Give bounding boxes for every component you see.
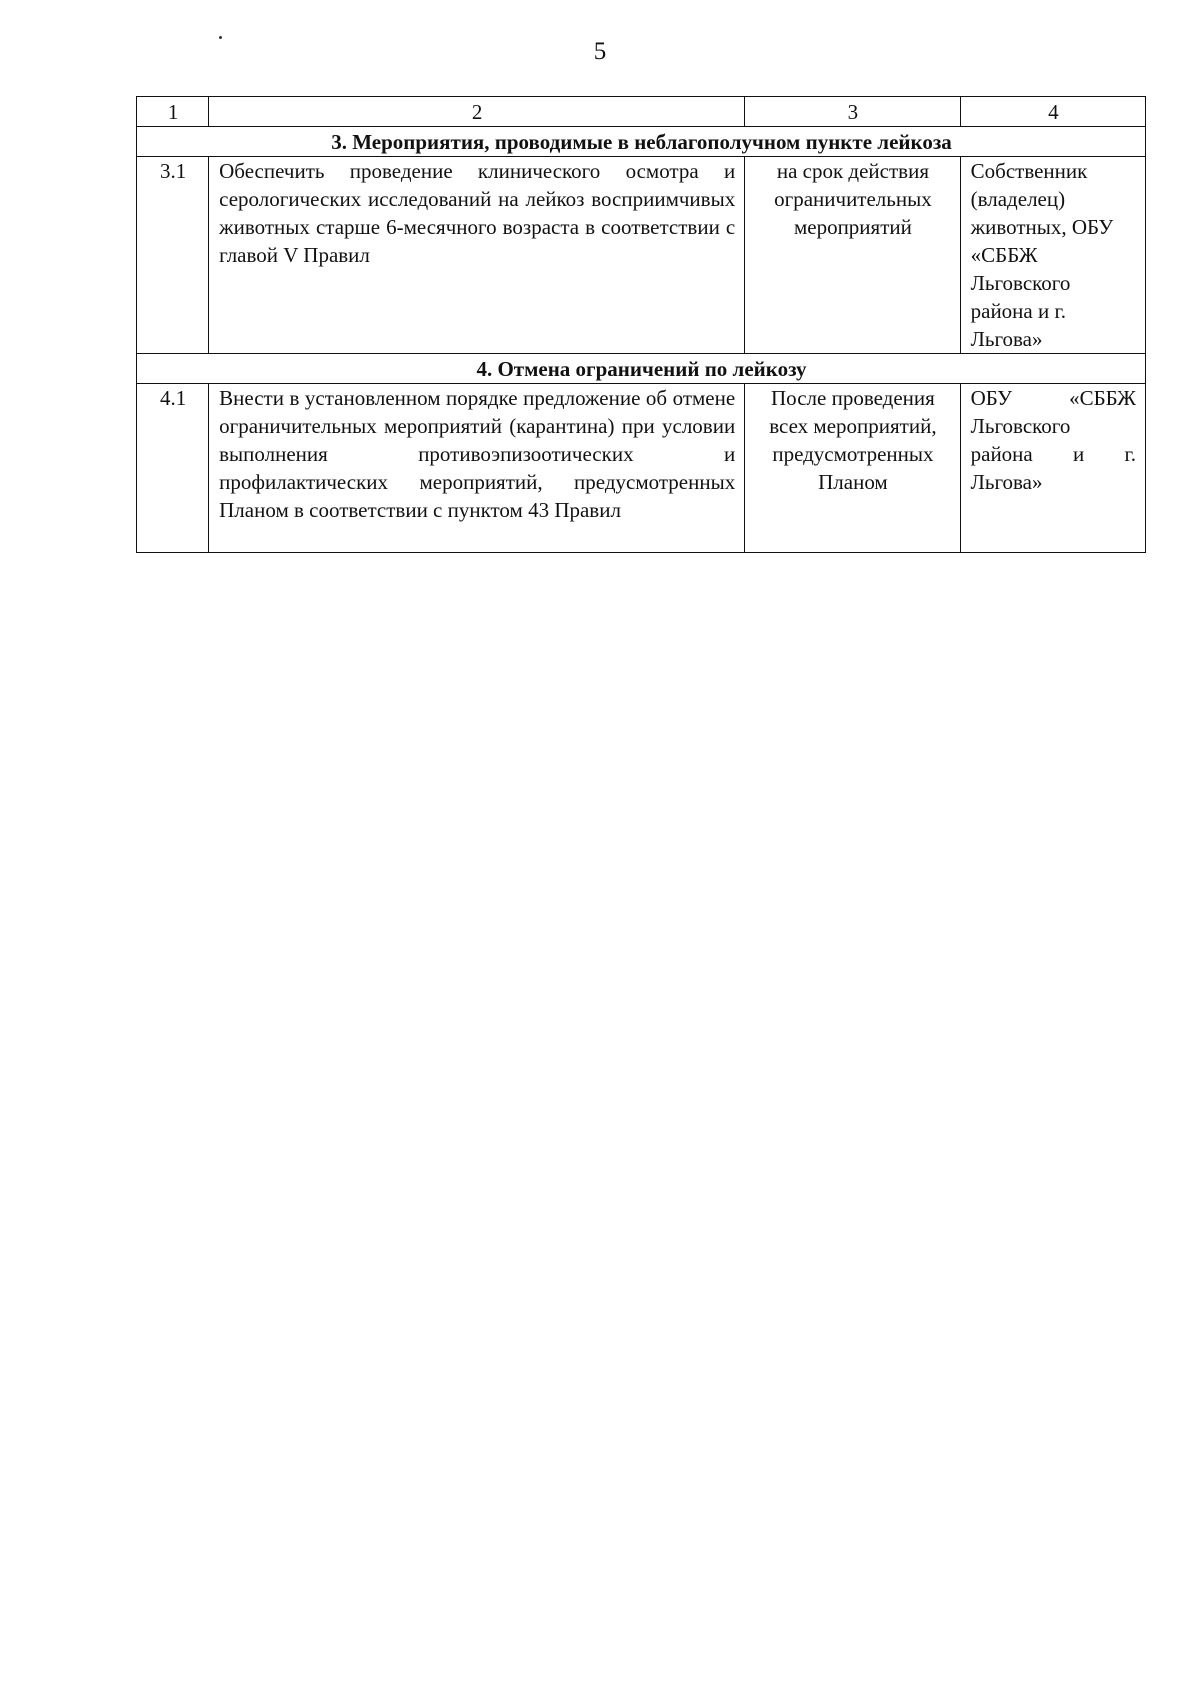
- page-number: 5: [593, 38, 607, 65]
- column-header-4: 4: [960, 97, 1145, 127]
- row-number: 3.1: [137, 157, 209, 354]
- row-deadline: на срок действия ограничительных мероприятий: [745, 157, 960, 354]
- section-title: 4. Отмена ограничений по лейкозу: [137, 354, 1146, 384]
- row-measure: Обеспечить проведение клинического осмотра и серологических исследований на лейкоз восприимчивых животных старше 6-месячного возраста в соответствии с главой V Правил: [209, 157, 745, 354]
- row-responsible: Собственник (владелец) животных, ОБУ «СББЖ Льговского района и г. Льгова»: [960, 157, 1145, 354]
- section-heading-row: [137, 354, 1146, 384]
- column-header-3: 3: [745, 97, 960, 127]
- row-number: 4.1: [137, 384, 209, 553]
- column-header-2: 2: [209, 97, 745, 127]
- table-row: [137, 384, 1146, 553]
- row-deadline: После проведения всех мероприятий, предусмотренных Планом: [745, 384, 960, 553]
- section-heading-row: [137, 127, 1146, 157]
- plan-table: [136, 96, 1146, 553]
- row-responsible: ОБУ «СББЖ Льговского района и г. Льгова»: [960, 384, 1145, 553]
- section-title: 3. Мероприятия, проводимые в неблагополучном пункте лейкоза: [137, 127, 1146, 157]
- table-header-row: [137, 97, 1146, 127]
- column-header-1: 1: [137, 97, 209, 127]
- table-row: [137, 157, 1146, 354]
- row-measure: Внести в установленном порядке предложение об отмене ограничительных мероприятий (карантина) при условии выполнения противоэпизоотических и профилактических мероприятий, предусмотренных Планом в соответствии с пунктом 43 Правил: [209, 384, 745, 553]
